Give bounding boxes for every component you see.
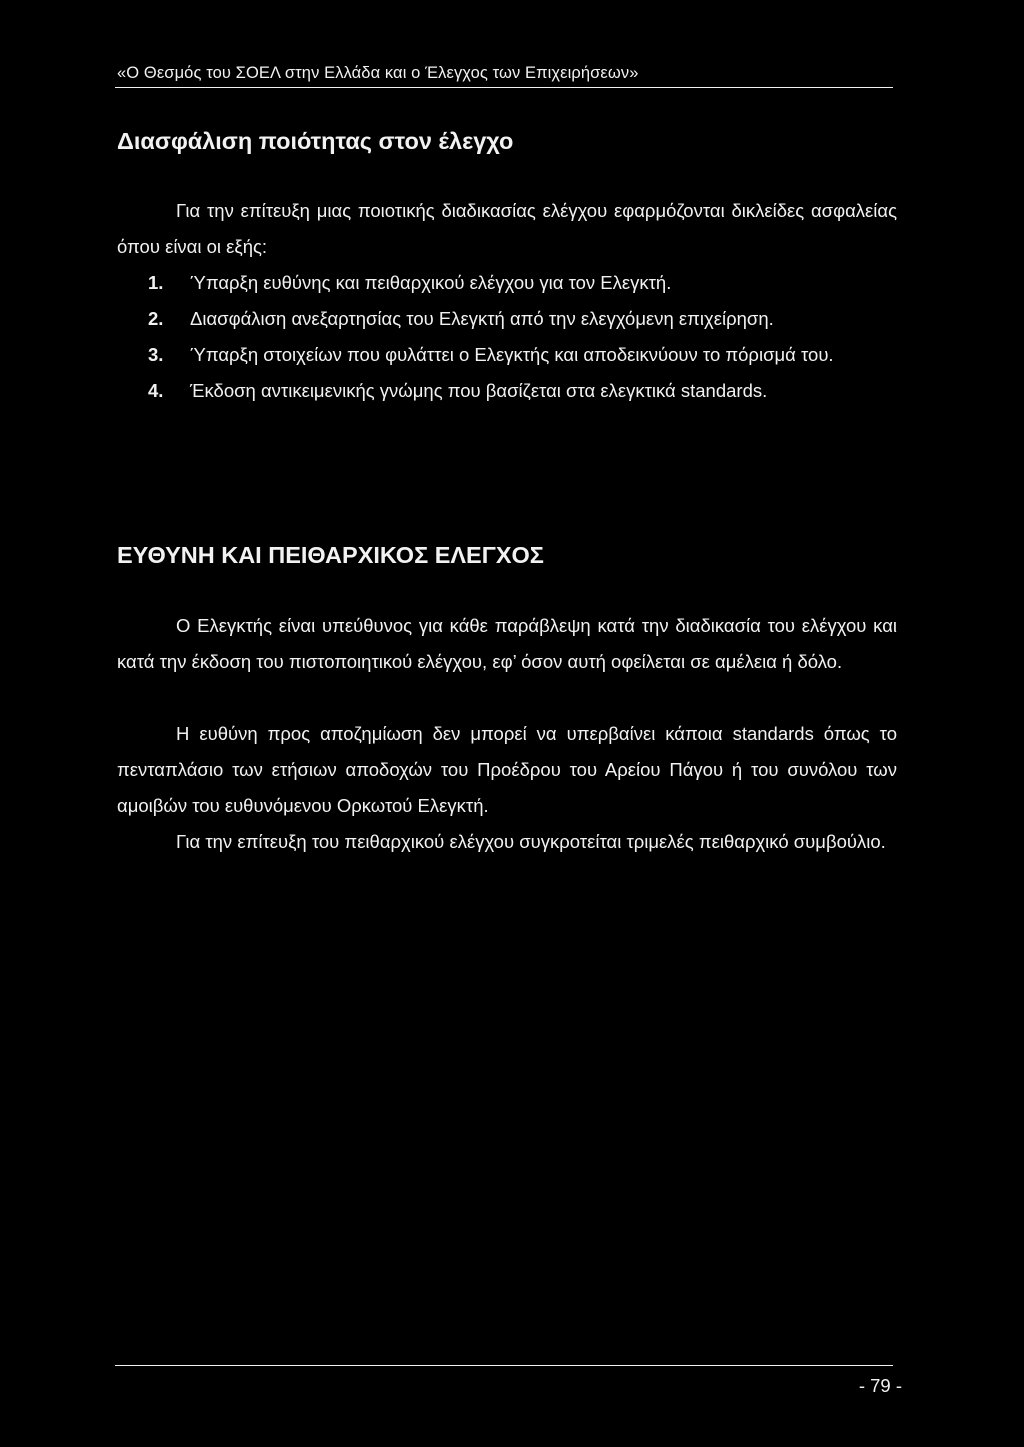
header-rule [115, 87, 893, 88]
list-item-number: 2. [148, 308, 164, 329]
intro-paragraph: Για την επίτευξη μιας ποιοτικής διαδικασίας ελέγχου εφαρμόζονται δικλείδες ασφαλείας όπου είναι οι εξής: [117, 200, 897, 257]
list-item [148, 301, 898, 337]
section-heading-responsibility: ΕΥΘΥΝΗ ΚΑΙ ΠΕΙΘΑΡΧΙΚΟΣ ΕΛΕΓΧΟΣ [117, 542, 544, 568]
page-number: - 79 - [858, 1375, 902, 1396]
list-item-text: Ύπαρξη στοιχείων που φυλάττει ο Ελεγκτής και αποδεικνύουν το πόρισμά του. [190, 344, 834, 365]
safeguards-list [148, 265, 898, 409]
section-title-quality-assurance: Διασφάλιση ποιότητας στον έλεγχο [117, 128, 514, 154]
list-item-number: 3. [148, 344, 164, 365]
list-item-number: 4. [148, 380, 164, 401]
list-item [148, 337, 898, 373]
body-paragraph: Ο Ελεγκτής είναι υπεύθυνος για κάθε παράβλεψη κατά την διαδικασία του ελέγχου και κατά την έκδοση του πιστοποιητικού ελέγχου, εφ’ όσον αυτή οφείλεται σε αμέλεια ή δόλο. [117, 615, 897, 672]
list-item-text: Ύπαρξη ευθύνης και πειθαρχικού ελέγχου για τον Ελεγκτή. [190, 272, 672, 293]
list-item [148, 373, 898, 409]
list-item-number: 1. [148, 272, 164, 293]
body-paragraph: Η ευθύνη προς αποζημίωση δεν μπορεί να υπερβαίνει κάποια standards όπως το πενταπλάσιο των ετήσιων αποδοχών του Προέδρου του Αρείου Πάγου ή του συνόλου των αμοιβών του ευθυνόμενου Ορκωτού Ελεγκτή. [117, 723, 897, 816]
list-item-text: Έκδοση αντικειμενικής γνώμης που βασίζεται στα ελεγκτικά standards. [190, 380, 768, 401]
footer-rule [115, 1365, 893, 1366]
list-item [148, 265, 898, 301]
list-item-text: Διασφάλιση ανεξαρτησίας του Ελεγκτή από την ελεγχόμενη επιχείρηση. [190, 308, 774, 329]
running-header: «Ο Θεσμός του ΣΟΕΛ στην Ελλάδα και ο Έλεγχος των Επιχειρήσεων» [117, 64, 639, 82]
body-paragraph: Για την επίτευξη του πειθαρχικού ελέγχου συγκροτείται τριμελές πειθαρχικό συμβούλιο. [176, 831, 886, 852]
